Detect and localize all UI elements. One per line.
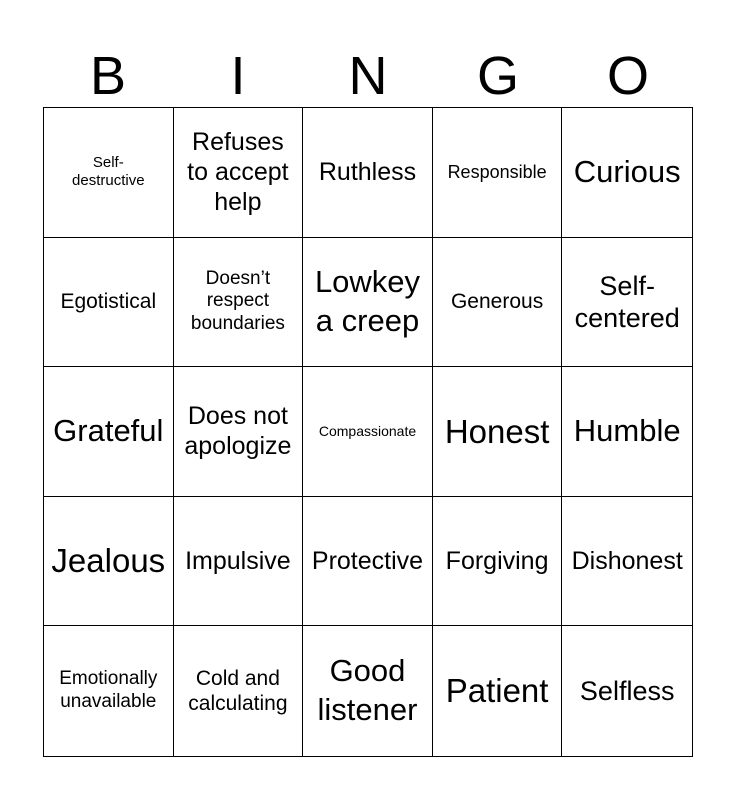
header-letter-g: G	[476, 46, 519, 106]
bingo-cell[interactable]: Cold and calculating	[174, 626, 304, 756]
bingo-cell[interactable]: Generous	[433, 238, 563, 368]
bingo-cell[interactable]: Curious	[562, 108, 692, 238]
bingo-header	[43, 44, 693, 108]
bingo-cell[interactable]: Good listener	[303, 626, 433, 756]
bingo-cell[interactable]: Dishonest	[562, 497, 692, 627]
header-letter-o: O	[606, 46, 649, 106]
bingo-cell[interactable]: Compassionate	[303, 367, 433, 497]
header-letter-n: N	[348, 46, 388, 106]
bingo-cell[interactable]: Doesn’t respect boundaries	[174, 238, 304, 368]
bingo-cell[interactable]: Ruthless	[303, 108, 433, 238]
bingo-card	[43, 107, 693, 757]
bingo-cell[interactable]: Protective	[303, 497, 433, 627]
bingo-cell[interactable]: Self- destructive	[44, 108, 174, 238]
bingo-cell[interactable]: Refuses to accept help	[174, 108, 304, 238]
bingo-cell[interactable]: Egotistical	[44, 238, 174, 368]
bingo-cell[interactable]: Jealous	[44, 497, 174, 627]
bingo-cell[interactable]: Does not apologize	[174, 367, 304, 497]
bingo-cell[interactable]: Forgiving	[433, 497, 563, 627]
bingo-cell[interactable]: Selfless	[579, 676, 675, 706]
bingo-cell[interactable]: Self- centered	[562, 238, 692, 368]
header-letter-i: I	[230, 46, 246, 106]
bingo-cell[interactable]: Patient	[433, 626, 563, 756]
bingo-cell[interactable]: Honest	[433, 367, 563, 497]
header-letter-b: B	[89, 46, 127, 106]
bingo-cell[interactable]: Impulsive	[174, 497, 304, 627]
bingo-cell[interactable]: Grateful	[44, 367, 174, 497]
bingo-cell[interactable]: Emotionally unavailable	[44, 626, 174, 756]
bingo-cell[interactable]: Lowkey a creep	[303, 238, 433, 368]
bingo-cell[interactable]: Responsible	[433, 108, 563, 238]
bingo-cell[interactable]: Humble	[562, 367, 692, 497]
